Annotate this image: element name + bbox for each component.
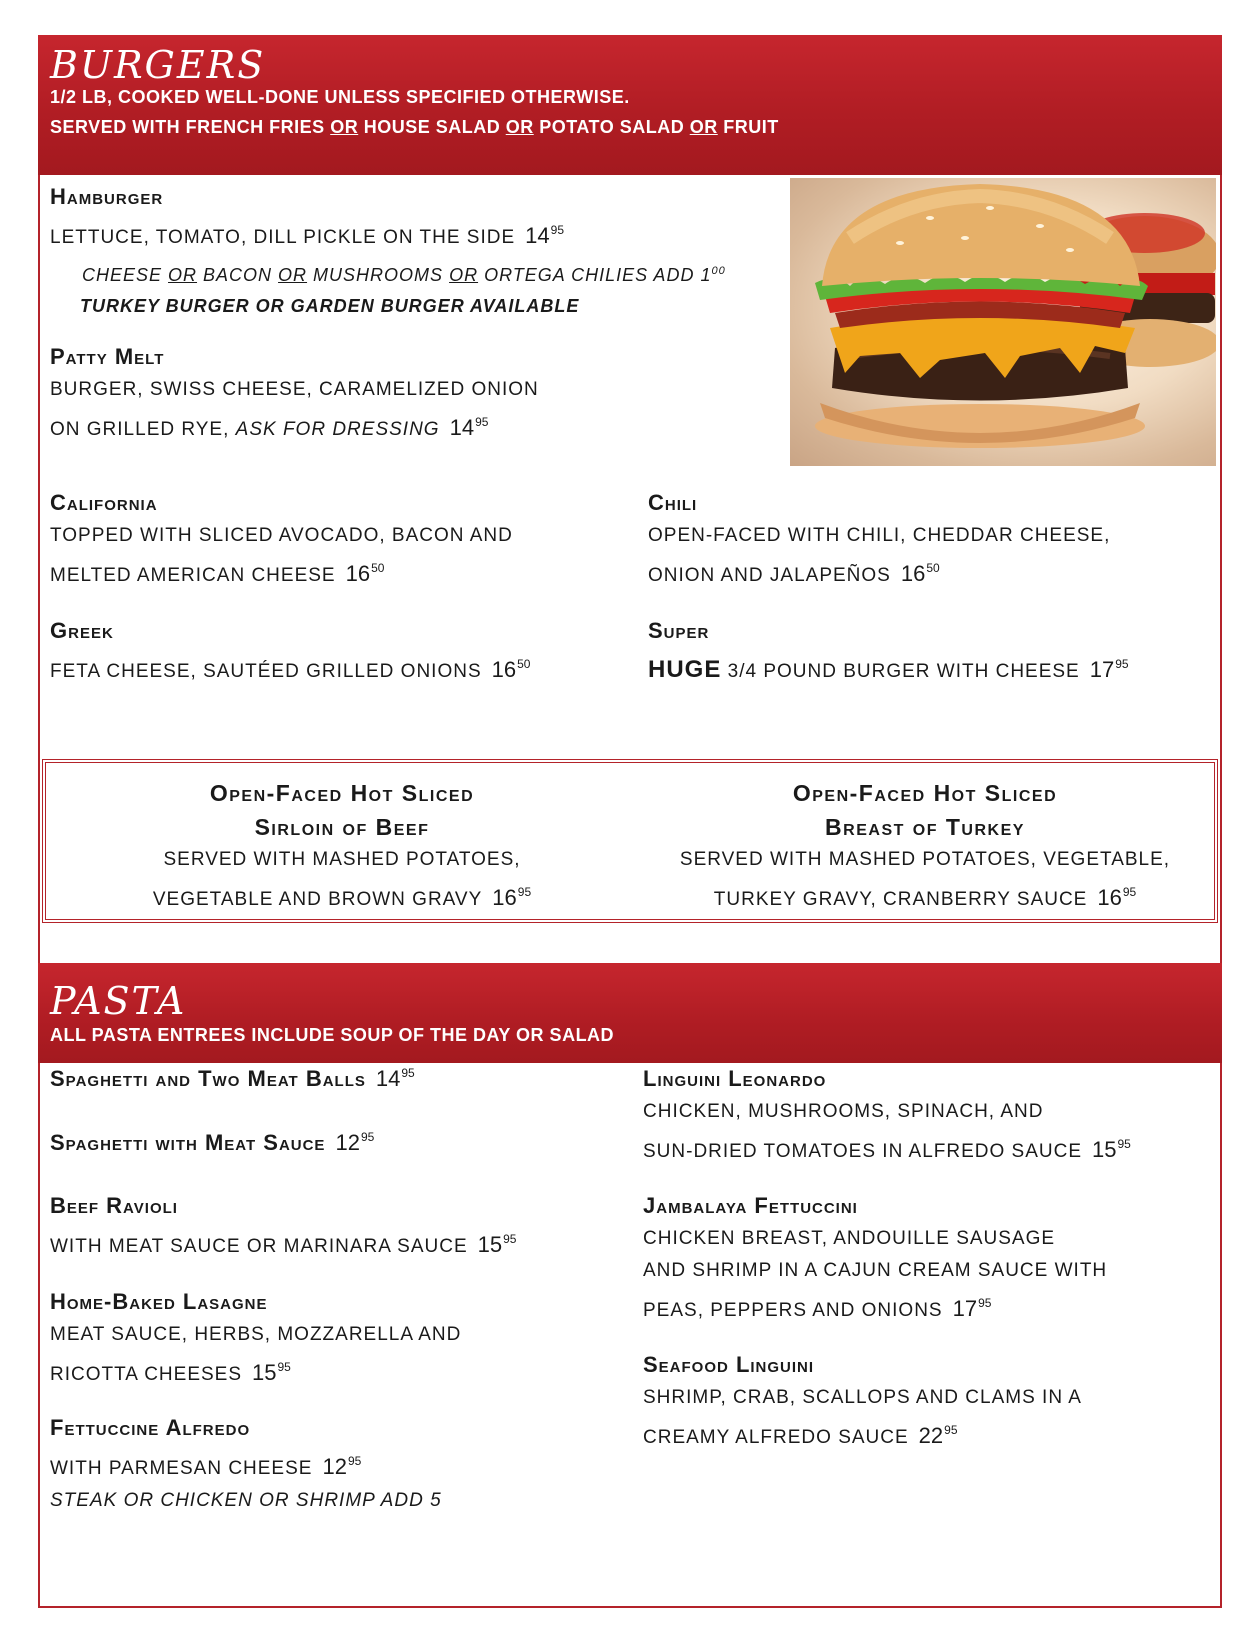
item-desc-text: FETA CHEESE, SAUTÉED GRILLED ONIONS bbox=[50, 661, 482, 682]
price-cents: 95 bbox=[360, 1130, 375, 1144]
item-name: Seafood Linguini bbox=[643, 1352, 815, 1377]
addon-text: MUSHROOMS bbox=[307, 265, 450, 285]
price-cents: 95 bbox=[1115, 657, 1129, 671]
item-desc bbox=[50, 1351, 461, 1391]
item-desc: MEAT SAUCE, HERBS, MOZZARELLA AND bbox=[50, 1324, 462, 1345]
menu-item-california bbox=[50, 490, 513, 592]
or-text: OR bbox=[168, 265, 198, 285]
item-name bbox=[50, 1066, 415, 1092]
item-price bbox=[322, 1454, 361, 1479]
special-desc bbox=[62, 876, 622, 916]
price-cents: 95 bbox=[517, 885, 532, 899]
price-dollars: 12 bbox=[322, 1454, 347, 1479]
price-dollars: 16 bbox=[492, 885, 517, 910]
item-desc: OPEN-FACED WITH CHILI, CHEDDAR CHEESE, bbox=[648, 525, 1111, 546]
price-dollars: 14 bbox=[375, 1066, 401, 1091]
item-desc bbox=[643, 1128, 1131, 1168]
menu-item-greek bbox=[50, 618, 530, 688]
item-desc: BURGER, SWISS CHEESE, CARAMELIZED ONION bbox=[50, 379, 539, 400]
menu-item-spaghetti-meatballs bbox=[50, 1066, 415, 1092]
item-price bbox=[346, 561, 385, 586]
item-price bbox=[1090, 657, 1129, 682]
item-price bbox=[1097, 885, 1136, 910]
item-addon bbox=[82, 256, 726, 290]
item-desc-text: WITH PARMESAN CHEESE bbox=[50, 1458, 313, 1479]
special-name: Open-Faced Hot Sliced bbox=[209, 780, 475, 806]
item-name: Linguini Leonardo bbox=[643, 1066, 827, 1091]
price-dollars: 12 bbox=[335, 1130, 360, 1155]
menu-item-fettuccine-alfredo bbox=[50, 1415, 442, 1517]
item-name: Beef Ravioli bbox=[50, 1193, 178, 1218]
menu-item-spaghetti-meat-sauce bbox=[50, 1130, 374, 1156]
addon-text: ORTEGA CHILIES ADD 1 bbox=[478, 265, 712, 285]
addon-text: CHEESE bbox=[82, 265, 169, 285]
special-item-beef bbox=[62, 776, 622, 916]
price-cents: 95 bbox=[550, 223, 564, 237]
burgers-subtitle-1: 1/2 LB, COOKED WELL-DONE UNLESS SPECIFIED OTHERWISE. bbox=[50, 87, 630, 107]
special-name: Open-Faced Hot Sliced bbox=[792, 780, 1058, 806]
item-desc-text: CREAMY ALFREDO SAUCE bbox=[643, 1427, 909, 1448]
item-desc bbox=[50, 406, 539, 446]
price-cents: 50 bbox=[926, 561, 940, 575]
price-cents: 95 bbox=[944, 1423, 958, 1437]
item-desc bbox=[643, 1414, 1082, 1454]
item-desc bbox=[50, 552, 513, 592]
pasta-title: PASTA bbox=[50, 979, 187, 1023]
item-desc bbox=[50, 1223, 516, 1263]
or-text: OR bbox=[278, 265, 308, 285]
item-desc bbox=[643, 1287, 1107, 1327]
price-cents: 95 bbox=[978, 1296, 992, 1310]
item-name: Fettuccine Alfredo bbox=[50, 1415, 251, 1440]
item-desc-italic: ASK FOR DRESSING bbox=[235, 419, 440, 440]
pasta-banner bbox=[38, 963, 1222, 1063]
item-desc-bold: HUGE bbox=[648, 656, 722, 683]
or-text: OR bbox=[330, 117, 359, 137]
item-name: Chili bbox=[648, 490, 698, 515]
price-dollars: 17 bbox=[1089, 657, 1115, 682]
item-alt: TURKEY BURGER OR GARDEN BURGER AVAILABLE bbox=[80, 296, 580, 316]
item-desc: CHICKEN BREAST, ANDOUILLE SAUSAGE bbox=[643, 1228, 1056, 1249]
burgers-subtitle-2 bbox=[50, 117, 779, 138]
item-name: California bbox=[50, 490, 158, 515]
special-desc bbox=[640, 876, 1210, 916]
item-desc: AND SHRIMP IN A CAJUN CREAM SAUCE WITH bbox=[643, 1260, 1108, 1281]
menu-item-linguini-leonardo bbox=[643, 1066, 1131, 1168]
item-desc-text: LETTUCE, TOMATO, DILL PICKLE ON THE SIDE bbox=[50, 227, 516, 248]
item-desc-text: PEAS, PEPPERS AND ONIONS bbox=[643, 1300, 943, 1321]
item-desc bbox=[648, 648, 1129, 688]
item-name-text: Spaghetti and Two Meat Balls bbox=[50, 1066, 366, 1091]
price-dollars: 15 bbox=[477, 1232, 503, 1257]
or-text: OR bbox=[505, 117, 534, 137]
menu-item-lasagne bbox=[50, 1289, 461, 1391]
burger-illustration bbox=[790, 178, 1216, 466]
sides-text-d: FRUIT bbox=[717, 117, 779, 137]
price-dollars: 15 bbox=[1092, 1137, 1117, 1162]
price-dollars: 16 bbox=[1097, 885, 1122, 910]
price-cents: 00 bbox=[711, 265, 726, 277]
menu-item-seafood-linguini bbox=[643, 1352, 1082, 1454]
sides-text-c: POTATO SALAD bbox=[533, 117, 690, 137]
or-text: OR bbox=[449, 265, 479, 285]
special-desc-text: VEGETABLE AND BROWN GRAVY bbox=[152, 889, 483, 910]
item-price bbox=[492, 885, 531, 910]
item-price bbox=[376, 1066, 415, 1091]
item-desc bbox=[648, 552, 1110, 592]
item-desc-text: 3/4 POUND BURGER WITH CHEESE bbox=[721, 661, 1080, 682]
item-name: Super bbox=[648, 618, 710, 643]
item-price bbox=[335, 1130, 374, 1155]
price-cents: 95 bbox=[1122, 885, 1137, 899]
item-desc bbox=[50, 1445, 442, 1485]
burger-photo-icon bbox=[790, 178, 1216, 466]
item-desc-text: ONION AND JALAPEÑOS bbox=[648, 565, 891, 586]
sides-text-b: HOUSE SALAD bbox=[358, 117, 506, 137]
price-cents: 50 bbox=[517, 657, 531, 671]
item-desc-text: ON GRILLED RYE, bbox=[50, 419, 236, 440]
item-desc-text: RICOTTA CHEESES bbox=[50, 1364, 243, 1385]
item-price bbox=[252, 1360, 291, 1385]
menu-item-hamburger bbox=[50, 184, 726, 322]
menu-item-beef-ravioli bbox=[50, 1193, 516, 1263]
price-cents: 50 bbox=[371, 561, 385, 575]
price-cents: 95 bbox=[277, 1360, 291, 1374]
item-desc bbox=[50, 648, 530, 688]
item-name: Home-Baked Lasagne bbox=[50, 1289, 268, 1314]
item-price bbox=[1092, 1137, 1131, 1162]
item-desc bbox=[50, 214, 726, 254]
burgers-title: BURGERS bbox=[50, 43, 266, 87]
item-name: Hamburger bbox=[50, 184, 164, 209]
price-dollars: 22 bbox=[918, 1423, 944, 1448]
price-dollars: 14 bbox=[525, 223, 550, 248]
addon-text: BACON bbox=[197, 265, 279, 285]
special-desc: SERVED WITH MASHED POTATOES, bbox=[163, 849, 521, 870]
item-price bbox=[953, 1296, 992, 1321]
item-name bbox=[50, 1130, 374, 1156]
menu-item-patty-melt bbox=[50, 344, 539, 446]
menu-item-jambalaya-fettuccini bbox=[643, 1193, 1107, 1327]
price-dollars: 16 bbox=[900, 561, 926, 586]
price-dollars: 16 bbox=[491, 657, 517, 682]
burgers-banner bbox=[38, 35, 1222, 175]
price-dollars: 16 bbox=[345, 561, 371, 586]
item-desc: SHRIMP, CRAB, SCALLOPS AND CLAMS IN A bbox=[643, 1387, 1082, 1408]
special-name: Sirloin of Beef bbox=[254, 814, 430, 840]
price-dollars: 17 bbox=[952, 1296, 978, 1321]
item-name: Jambalaya Fettuccini bbox=[643, 1193, 858, 1218]
price-cents: 95 bbox=[1117, 1137, 1131, 1151]
item-desc-text: SUN-DRIED TOMATOES IN ALFREDO SAUCE bbox=[643, 1141, 1083, 1162]
or-text: OR bbox=[689, 117, 718, 137]
price-cents: 95 bbox=[475, 415, 489, 429]
item-price bbox=[919, 1423, 958, 1448]
price-cents: 95 bbox=[503, 1232, 517, 1246]
sides-text-a: SERVED WITH FRENCH FRIES bbox=[50, 117, 331, 137]
item-price bbox=[450, 415, 489, 440]
price-dollars: 14 bbox=[449, 415, 475, 440]
item-price bbox=[901, 561, 940, 586]
item-name: Greek bbox=[50, 618, 114, 643]
pasta-subtitle: ALL PASTA ENTREES INCLUDE SOUP OF THE DAY OR SALAD bbox=[50, 1025, 615, 1045]
item-name: Patty Melt bbox=[50, 344, 165, 369]
item-name-text: Spaghetti with Meat Sauce bbox=[50, 1130, 326, 1155]
item-price bbox=[478, 1232, 517, 1257]
item-desc: CHICKEN, MUSHROOMS, SPINACH, AND bbox=[643, 1101, 1044, 1122]
item-desc: TOPPED WITH SLICED AVOCADO, BACON AND bbox=[50, 525, 513, 546]
item-price bbox=[525, 223, 564, 248]
menu-item-chili bbox=[648, 490, 1110, 592]
menu-item-super bbox=[648, 618, 1129, 688]
special-item-turkey bbox=[640, 776, 1210, 916]
price-dollars: 15 bbox=[252, 1360, 277, 1385]
price-cents: 95 bbox=[347, 1454, 362, 1468]
item-addon: STEAK OR CHICKEN OR SHRIMP ADD 5 bbox=[50, 1490, 442, 1511]
special-desc-text: TURKEY GRAVY, CRANBERRY SAUCE bbox=[713, 889, 1088, 910]
special-desc: SERVED WITH MASHED POTATOES, VEGETABLE, bbox=[679, 849, 1171, 870]
item-desc-text: WITH MEAT SAUCE OR MARINARA SAUCE bbox=[50, 1236, 468, 1257]
item-desc-text: MELTED AMERICAN CHEESE bbox=[50, 565, 336, 586]
price-cents: 95 bbox=[401, 1066, 415, 1080]
item-price bbox=[492, 657, 531, 682]
special-name: Breast of Turkey bbox=[825, 814, 1025, 840]
